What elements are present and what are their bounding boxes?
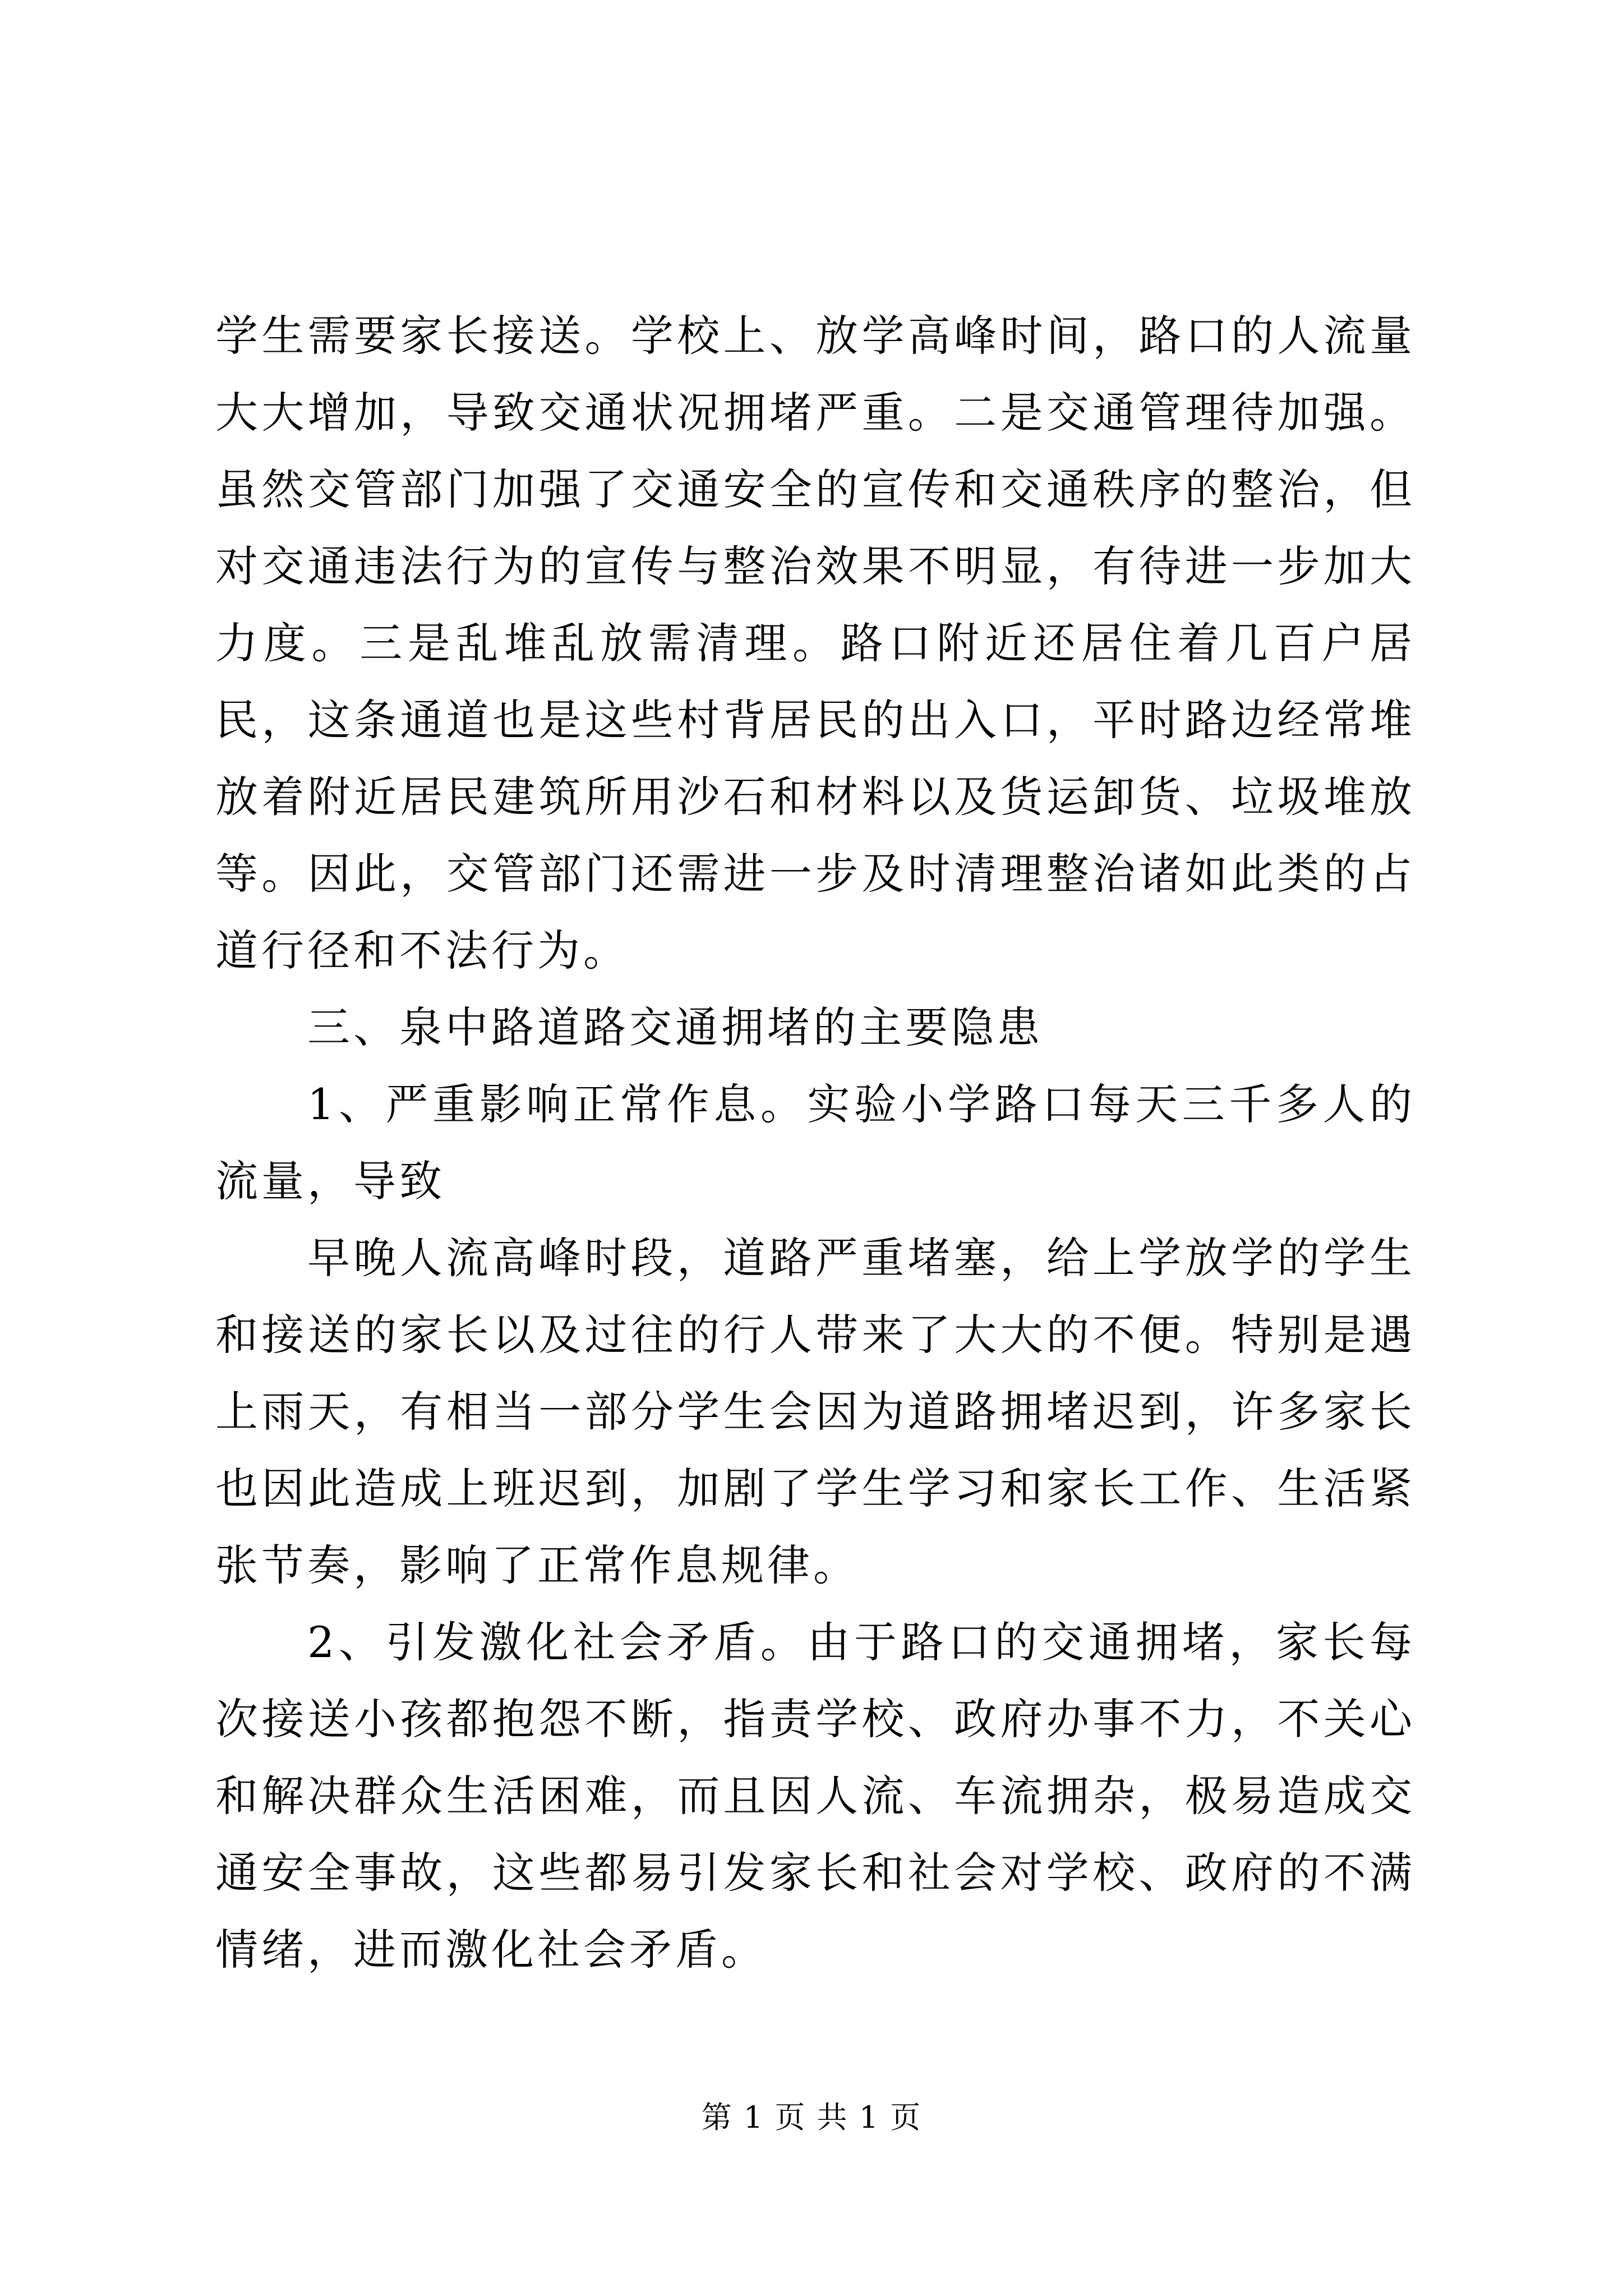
document-body — [215, 297, 1415, 1988]
paragraph-continuation: 学生需要家长接送。学校上、放学高峰时间，路口的人流量大大增加，导致交通状况拥堵严重。二是交通管理待加强。虽然交管部门加强了交通安全的宣传和交通秩序的整治，但对交通违法行为的宣传与整治效果不明显，有待进一步加大力度。三是乱堆乱放需清理。路口附近还居住着几百户居民，这条通道也是这些村背居民的出入口，平时路边经常堆放着附近居民建筑所用沙石和材料以及货运卸货、垃圾堆放等。因此，交管部门还需进一步及时清理整治诸如此类的占道行径和不法行为。 — [215, 311, 1415, 976]
paragraph-item-1-body: 早晚人流高峰时段，道路严重堵塞，给上学放学的学生和接送的家长以及过往的行人带来了大大的不便。特别是遇上雨天，有相当一部分学生会因为道路拥堵迟到，许多家长也因此造成上班迟到，加剧了学生学习和家长工作、生活紧张节奏，影响了正常作息规律。 — [215, 1233, 1415, 1590]
paragraph-item-1-lead: 1、严重影响正常作息。实验小学路口每天三千多人的流量，导致 — [215, 1079, 1415, 1206]
paragraph-item-2: 2、引发激化社会矛盾。由于路口的交通拥堵，家长每次接送小孩都抱怨不断，指责学校、政府办事不力，不关心和解决群众生活困难，而且因人流、车流拥杂，极易造成交通安全事故，这些都易引发家长和社会对学校、政府的不满情绪，进而激化社会矛盾。 — [215, 1617, 1415, 1975]
section-heading: 三、泉中路道路交通拥堵的主要隐患 — [307, 1002, 1043, 1052]
page-number-footer: 第 1 页 共 1 页 — [701, 2100, 922, 2135]
